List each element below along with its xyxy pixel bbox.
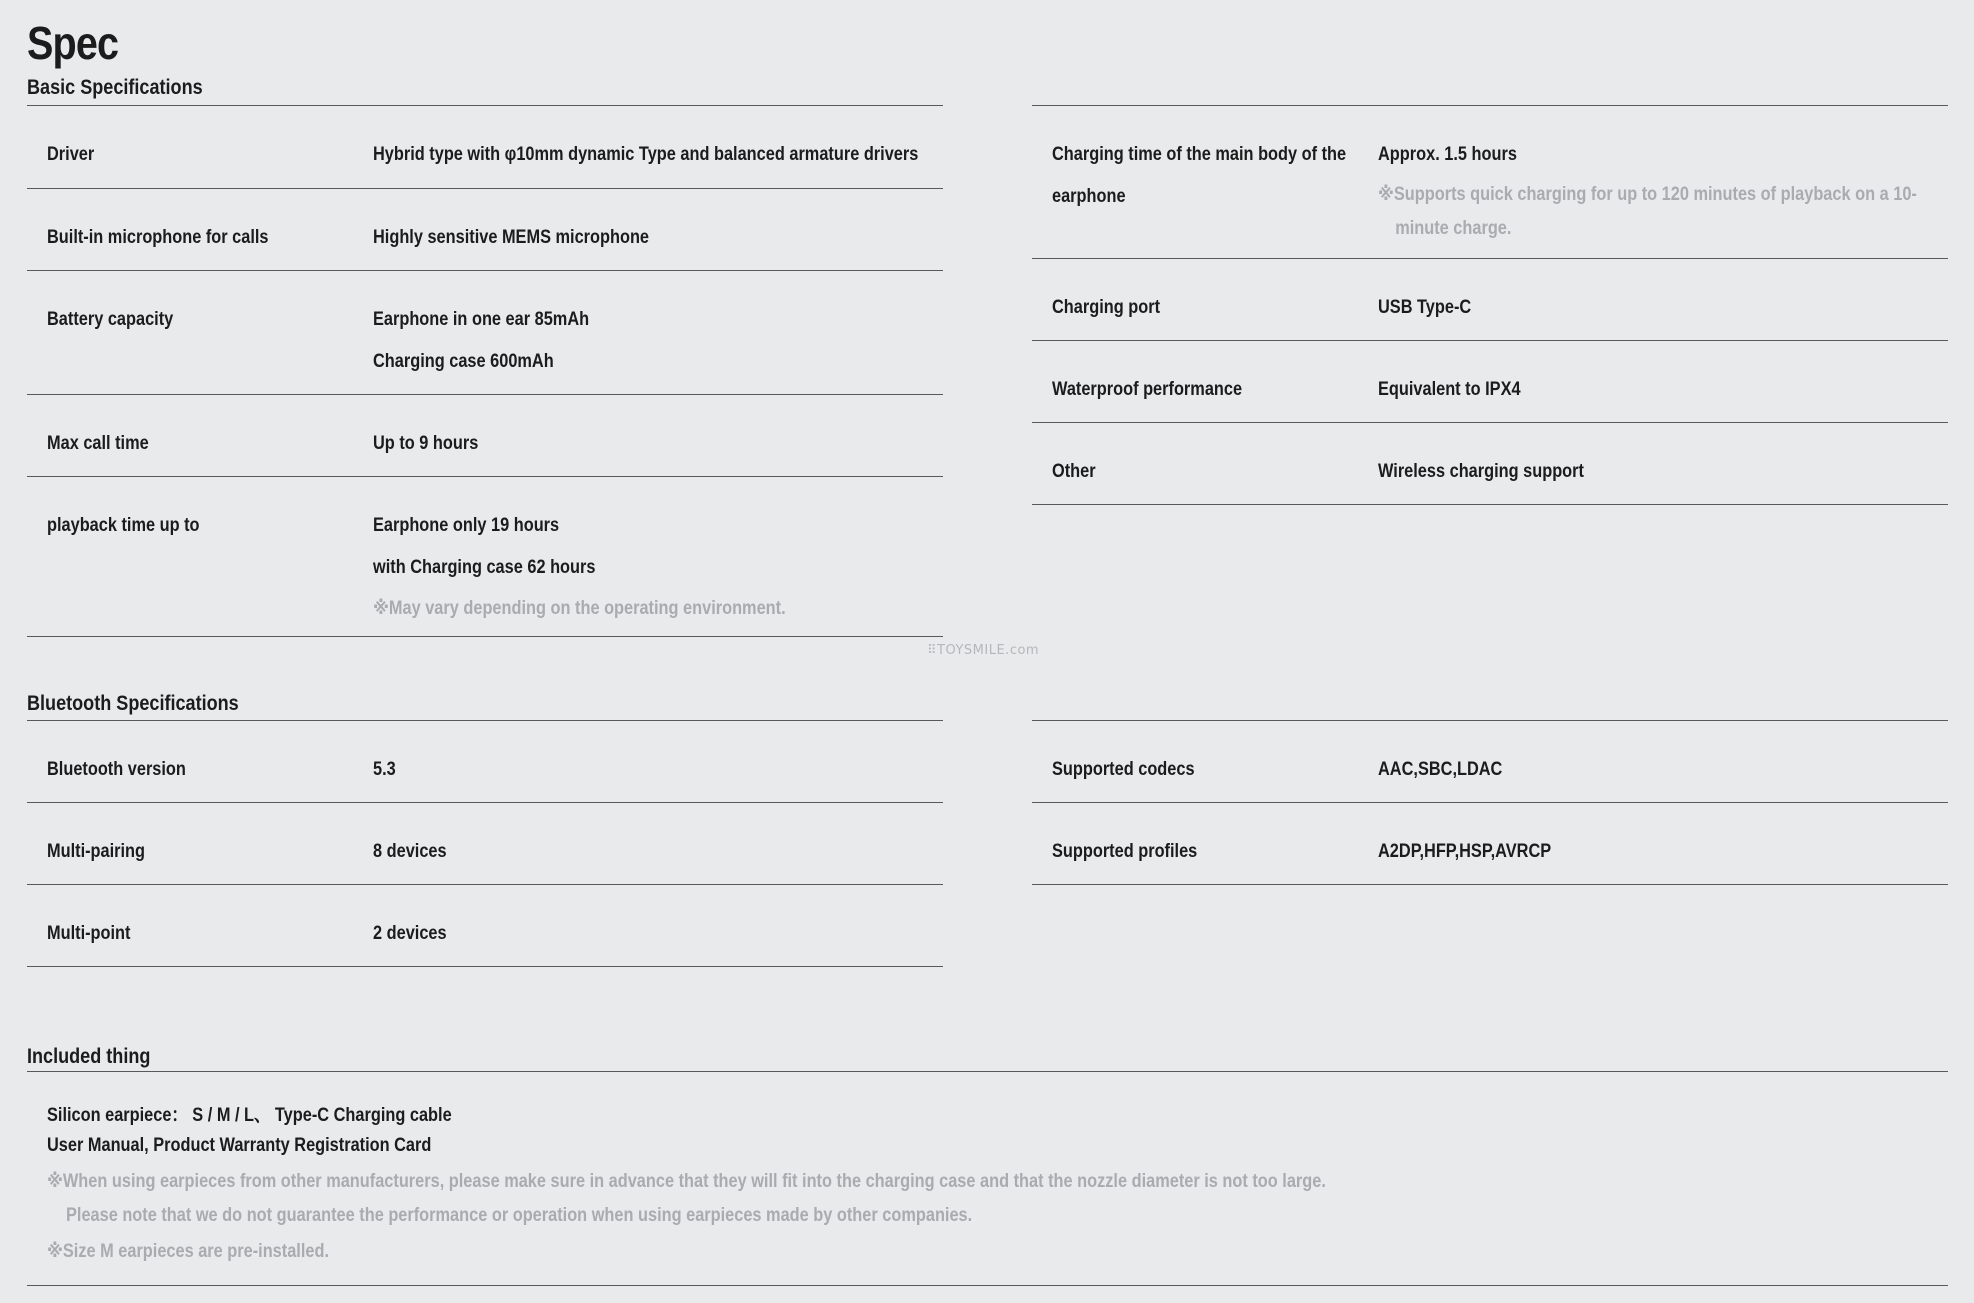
spec-row-charging-port xyxy=(1032,259,1948,341)
basic-spec-heading: Basic Specifications xyxy=(27,76,203,99)
bluetooth-spec-heading: Bluetooth Specifications xyxy=(27,692,239,715)
included-note: ※Size M earpieces are pre-installed. xyxy=(47,1241,329,1262)
spec-label: Battery capacity xyxy=(47,309,174,330)
included-note: ※When using earpieces from other manufacturers, please make sure in advance that they will fit into the charging case and that the nozzle diameter is not too large. xyxy=(47,1171,1326,1192)
spec-row-waterproof xyxy=(1032,341,1948,423)
included-note: Please note that we do not guarantee the performance or operation when using earpieces made by other companies. xyxy=(66,1205,973,1226)
spec-value: 8 devices xyxy=(373,841,447,862)
spec-label: Bluetooth version xyxy=(47,759,186,780)
spec-row-profiles xyxy=(1032,803,1948,885)
spec-label: Max call time xyxy=(47,433,149,454)
included-line: User Manual, Product Warranty Registration Card xyxy=(47,1135,432,1156)
spec-value: Approx. 1.5 hours ※Supports quick charging for up to 120 minutes of playback on a 10- minute charge. xyxy=(1378,134,1917,246)
page-title: Spec xyxy=(27,17,119,69)
spec-row-multi-pairing xyxy=(27,803,943,885)
spec-label: Charging port xyxy=(1052,297,1161,318)
spec-row-battery xyxy=(27,271,943,395)
spec-label: Charging time of the main body of the earphone xyxy=(1052,144,1347,207)
spec-label: Multi-point xyxy=(47,923,131,944)
spec-value: Wireless charging support xyxy=(1378,461,1584,482)
spec-note: ※Supports quick charging for up to 120 minutes of playback on a 10- xyxy=(1378,184,1917,205)
spec-label: Supported profiles xyxy=(1052,841,1198,862)
included-heading: Included thing xyxy=(27,1045,151,1068)
spec-label: Driver xyxy=(47,144,95,165)
spec-label: playback time up to xyxy=(47,515,200,536)
spec-value: USB Type-C xyxy=(1378,297,1472,318)
spec-row-charging-time xyxy=(1032,106,1948,259)
spec-row-multi-point xyxy=(27,885,943,967)
spec-label: Other xyxy=(1052,461,1096,482)
spec-row-microphone xyxy=(27,189,943,271)
spec-row-driver xyxy=(27,106,943,189)
spec-row-codecs xyxy=(1032,721,1948,803)
spec-label: Supported codecs xyxy=(1052,759,1195,780)
spec-value: AAC,SBC,LDAC xyxy=(1378,759,1503,780)
spec-value: 5.3 xyxy=(373,759,396,780)
spec-note-cont: minute charge. xyxy=(1395,218,1512,239)
bluetooth-spec-right-table xyxy=(1032,720,1948,885)
spec-value: Highly sensitive MEMS microphone xyxy=(373,227,650,248)
spec-value: 2 devices xyxy=(373,923,447,944)
spec-value: Hybrid type with φ10mm dynamic Type and balanced armature drivers xyxy=(373,144,919,165)
spec-value: Up to 9 hours xyxy=(373,433,479,454)
spec-value: Earphone in one ear 85mAh Charging case 600mAh xyxy=(373,309,590,372)
basic-spec-left-table xyxy=(27,105,943,637)
spec-label: Multi-pairing xyxy=(47,841,146,862)
basic-spec-right-table xyxy=(1032,105,1948,505)
spec-label: Waterproof performance xyxy=(1052,379,1243,400)
spec-note: ※May vary depending on the operating environment. xyxy=(373,598,786,619)
bluetooth-spec-left-table xyxy=(27,720,943,967)
included-box xyxy=(27,1071,1948,1286)
spec-row-playback xyxy=(27,477,943,637)
spec-row-other xyxy=(1032,423,1948,505)
spec-row-bt-version xyxy=(27,721,943,803)
spec-value: Equivalent to IPX4 xyxy=(1378,379,1521,400)
included-line: Silicon earpiece： S / M / L、 Type-C Charging cable xyxy=(47,1105,452,1126)
spec-label: Built-in microphone for calls xyxy=(47,227,269,248)
watermark-logo: ⠿TOYSMILE.com xyxy=(927,643,1040,658)
spec-row-call-time xyxy=(27,395,943,477)
spec-value: Earphone only 19 hours with Charging case 62 hours ※May vary depending on the operating environment. xyxy=(373,505,786,627)
spec-value: A2DP,HFP,HSP,AVRCP xyxy=(1378,841,1552,862)
